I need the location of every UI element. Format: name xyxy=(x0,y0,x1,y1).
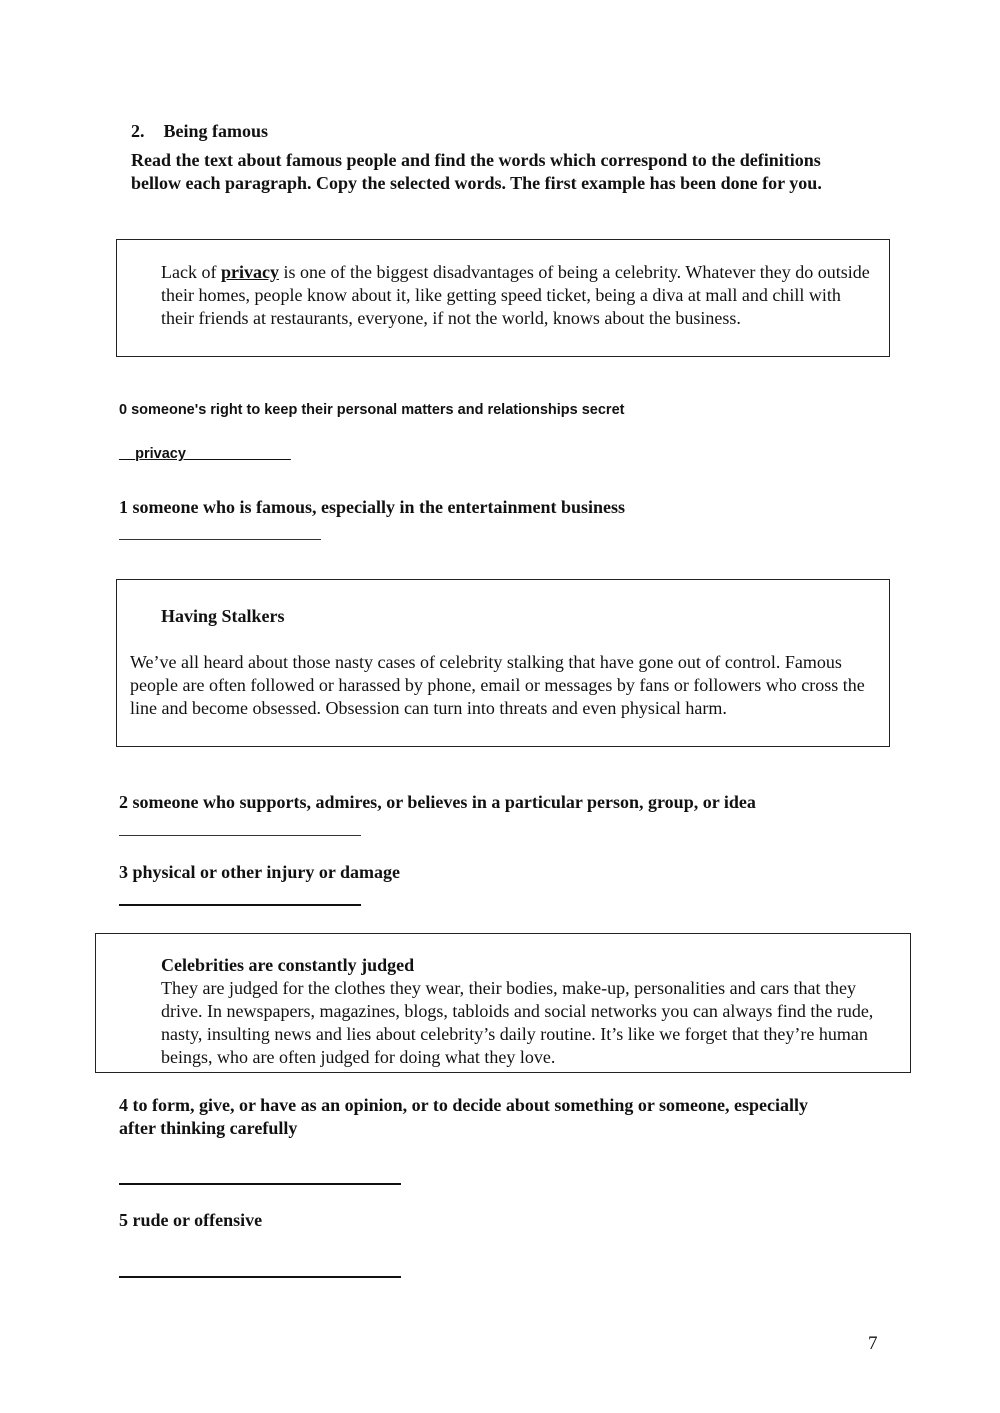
text-box-stalkers xyxy=(116,579,890,747)
question-3: 3 physical or other injury or damage xyxy=(119,862,401,882)
answer-line-4[interactable] xyxy=(119,1183,401,1185)
question-4: 4 to form, give, or have as an opinion, or to decide about something or someone, especially after thinking carefully xyxy=(119,1095,808,1138)
section-heading xyxy=(131,120,268,143)
instructions: Read the text about famous people and find the words which correspond to the definitions bellow each paragraph. Copy the selected words. The first example has been done for you. xyxy=(131,150,822,193)
example-definition: 0 someone's right to keep their personal matters and relationships secret xyxy=(119,402,625,418)
answer-line-3[interactable] xyxy=(119,904,361,906)
section-title: Being famous xyxy=(163,121,269,141)
stalkers-paragraph: We’ve all heard about those nasty cases of celebrity stalking that have gone out of control. Famous people are often followed or harassed by phone, email or messages by fans or followers who cross the line and become obsessed. Obsession can turn into threats and even physical harm. xyxy=(130,652,865,718)
text-box-privacy xyxy=(116,239,890,357)
answer-line-2[interactable] xyxy=(119,835,361,836)
example-answer: __privacy_____________ xyxy=(119,446,291,462)
judged-heading: Celebrities are constantly judged xyxy=(161,955,415,975)
question-5: 5 rude or offensive xyxy=(119,1210,263,1230)
privacy-paragraph: Lack of privacy is one of the biggest disadvantages of being a celebrity. Whatever they do outside their homes, people know about it, like getting speed ticket, being a diva at mall and chill with their friends at restaurants, everyone, if not the world, knows about the business. xyxy=(161,262,870,328)
privacy-highlight: privacy xyxy=(220,262,279,282)
text-box-judged xyxy=(95,933,911,1073)
judged-paragraph: They are judged for the clothes they wear, their bodies, make-up, personalities and cars that they drive. In newspapers, magazines, blogs, tabloids and social networks you can always find the rude, nasty, insulting news and lies about celebrity’s daily routine. It’s like we forget that they’re human beings, who are often judged for doing what they love. xyxy=(161,978,874,1067)
section-number: 2. xyxy=(131,121,145,141)
question-1: 1 someone who is famous, especially in the entertainment business xyxy=(119,497,626,517)
stalkers-heading: Having Stalkers xyxy=(161,606,285,626)
answer-line-5[interactable] xyxy=(119,1276,401,1278)
question-2: 2 someone who supports, admires, or believes in a particular person, group, or idea xyxy=(119,792,756,812)
page-number: 7 xyxy=(868,1333,878,1354)
answer-line-1[interactable] xyxy=(119,539,321,540)
